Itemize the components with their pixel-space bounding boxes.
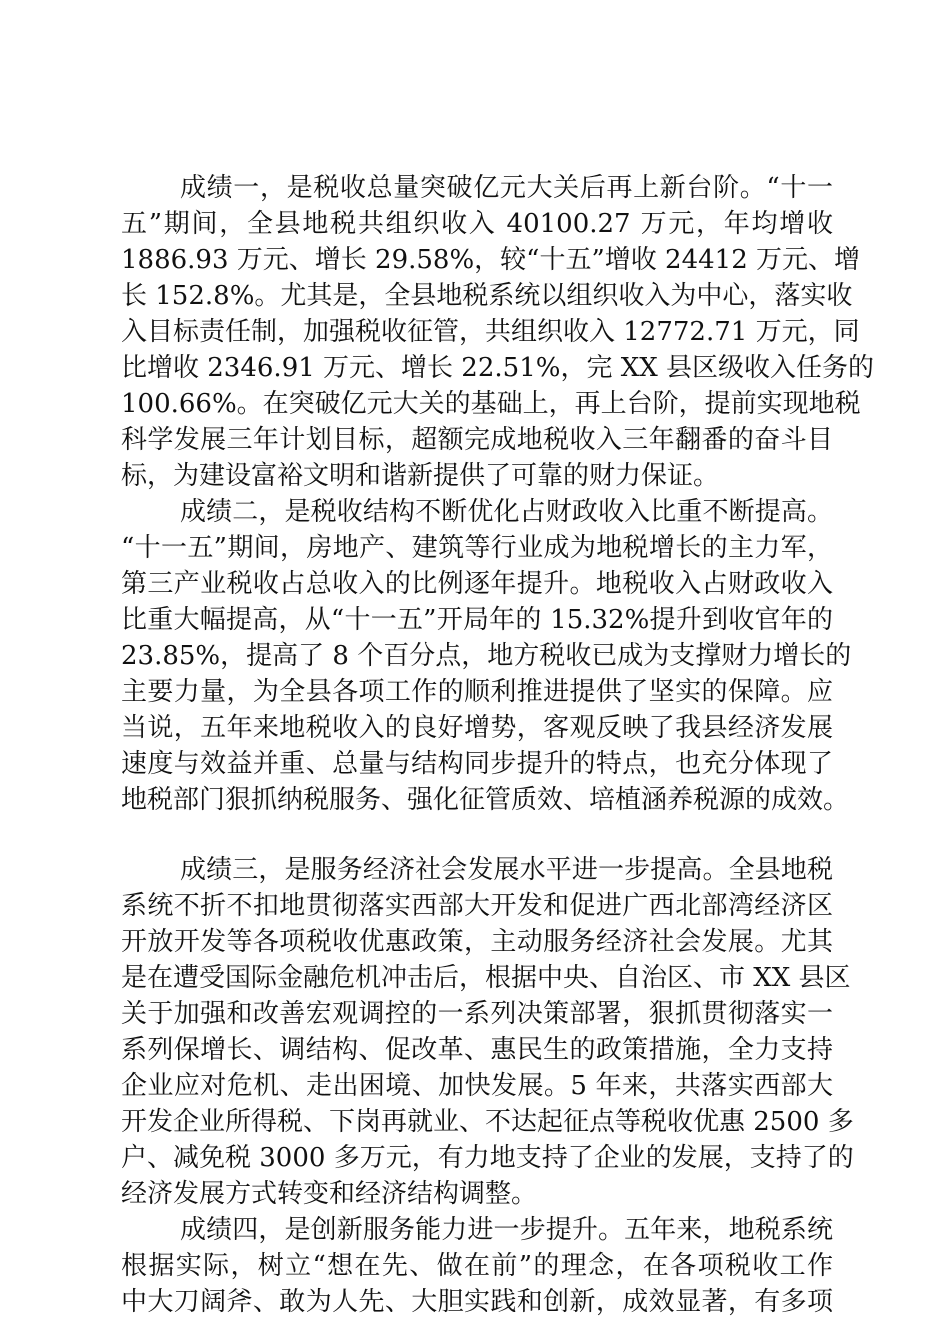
text-line: 100.66%。在突破亿元大关的基础上，再上台阶，提前实现地税 [121, 389, 861, 419]
text-line: 23.85%，提高了 8 个百分点，地方税收已成为支撑财力增长的 [121, 641, 852, 671]
text-line: “十一五”期间，房地产、建筑等行业成为地税增长的主力军， [121, 533, 833, 563]
text-line: 开发企业所得税、下岗再就业、不达起征点等税收优惠 2500 多 [121, 1107, 854, 1137]
text-line: 是在遭受国际金融危机冲击后，根据中央、自治区、市 XX 县区 [121, 963, 851, 993]
text-line: 成绩二，是税收结构不断优化占财政收入比重不断提高。 [180, 497, 833, 527]
text-line: 根据实际，树立“想在先、做在前”的理念，在各项税收工作 [121, 1251, 833, 1281]
text-line: 企业应对危机、走出困境、加快发展。5 年来，共落实西部大 [121, 1071, 833, 1101]
text-line: 五”期间，全县地税共组织收入 40100.27 万元，年均增收 [121, 209, 833, 239]
text-line: 成绩一，是税收总量突破亿元大关后再上新台阶。“十一 [180, 173, 833, 203]
text-line: 比重大幅提高，从“十一五”开局年的 15.32%提升到收官年的 [121, 605, 833, 635]
text-line: 标，为建设富裕文明和谐新提供了可靠的财力保证。 [121, 461, 720, 491]
text-line: 中大刀阔斧、敢为人先、大胆实践和创新，成效显著，有多项 [121, 1287, 833, 1317]
text-line: 开放开发等各项税收优惠政策，主动服务经济社会发展。尤其 [121, 927, 833, 957]
text-line: 户、减免税 3000 多万元，有力地支持了企业的发展，支持了的 [121, 1143, 854, 1173]
text-line: 长 152.8%。尤其是，全县地税系统以组织收入为中心，落实收 [121, 281, 853, 311]
text-line: 速度与效益并重、总量与结构同步提升的特点，也充分体现了 [121, 749, 833, 779]
text-line: 系列保增长、调结构、促改革、惠民生的政策措施，全力支持 [121, 1035, 833, 1065]
text-line: 成绩三，是服务经济社会发展水平进一步提高。全县地税 [180, 855, 833, 885]
text-line: 入目标责任制，加强税收征管，共组织收入 12772.71 万元，同 [121, 317, 860, 347]
text-line: 成绩四，是创新服务能力进一步提升。五年来，地税系统 [180, 1215, 833, 1245]
text-line: 经济发展方式转变和经济结构调整。 [121, 1179, 538, 1209]
text-line: 比增收 2346.91 万元、增长 22.51%，完 XX 县区级收入任务的 [121, 353, 874, 383]
text-line: 当说，五年来地税收入的良好增势，客观反映了我县经济发展 [121, 713, 833, 743]
text-line: 1886.93 万元、增长 29.58%，较“十五”增收 24412 万元、增 [121, 245, 861, 275]
text-line: 关于加强和改善宏观调控的一系列决策部署，狠抓贯彻落实一 [121, 999, 833, 1029]
text-line: 地税部门狠抓纳税服务、强化征管质效、培植涵养税源的成效。 [121, 785, 850, 815]
text-line: 主要力量，为全县各项工作的顺利推进提供了坚实的保障。应 [121, 677, 833, 707]
text-line: 科学发展三年计划目标，超额完成地税收入三年翻番的奋斗目 [121, 425, 833, 455]
text-line: 第三产业税收占总收入的比例逐年提升。地税收入占财政收入 [121, 569, 833, 599]
text-line: 系统不折不扣地贯彻落实西部大开发和促进广西北部湾经济区 [121, 891, 833, 921]
